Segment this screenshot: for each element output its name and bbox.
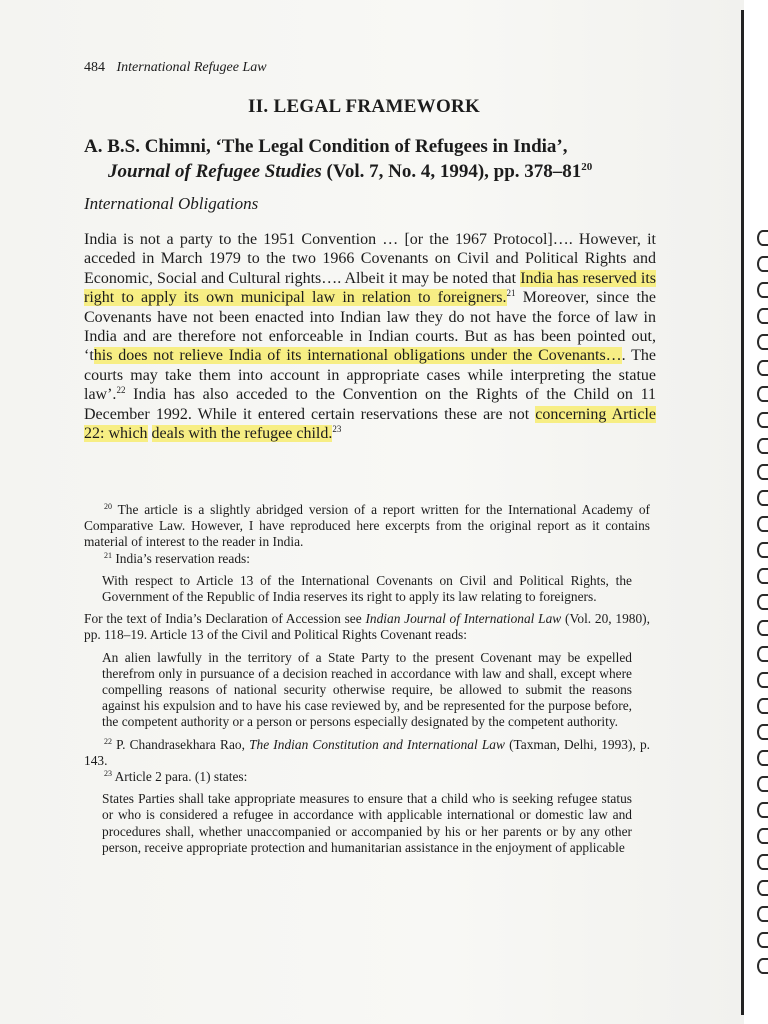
binding-ring bbox=[757, 646, 768, 662]
binding-ring bbox=[757, 256, 768, 272]
source-title-line2 bbox=[84, 159, 684, 184]
book-title: International Refugee Law bbox=[116, 60, 267, 75]
footnote-20 bbox=[84, 502, 650, 551]
body-text-1: India is not a party to the 1951 Convention … [or the 1967 Protocol]…. However, it acceded in March 1979 to the two 1966 Covenants on Civil and Political Rights and Economic, Social and Cultural rights…. Albeit it may be noted that bbox=[84, 231, 656, 287]
quote-article-2: States Parties shall take appropriate measures to ensure that a child who is seeking refugee status or who is considered a refugee in accordance with applicable international or domestic law and procedures shall, whether unaccompanied or accompanied by his or her parents or by any other person, receive appropriate protection and humanitarian assistance in the enjoyment of applicable bbox=[102, 791, 632, 855]
highlight-obligations: his does not relieve India of its international obligations under the Covenants… bbox=[93, 347, 622, 365]
footnote-ref-23: 23 bbox=[332, 424, 342, 435]
footnote-ref-22: 22 bbox=[116, 385, 126, 396]
footnote-22-pre: P. Chandrasekhara Rao, bbox=[112, 736, 250, 752]
footnote-num-20: 20 bbox=[104, 502, 112, 511]
journal-citation: Indian Journal of International Law bbox=[365, 611, 562, 627]
binding-ring bbox=[757, 386, 768, 402]
binding-ring bbox=[757, 282, 768, 298]
binding-ring bbox=[757, 542, 768, 558]
highlight-municipal-law: India has reserved its right to apply its own municipal law in relation to foreigners. bbox=[84, 269, 657, 307]
footnote-num-23: 23 bbox=[104, 769, 112, 779]
body-paragraph bbox=[84, 230, 656, 443]
binding-ring bbox=[757, 932, 768, 948]
page-number: 484 bbox=[84, 60, 105, 75]
footnote-num-22: 22 bbox=[104, 736, 112, 746]
body-text-4: India has also acceded to the Convention on the Rights of the Child on 11 December 1992. While it entered certain reservations these are not bbox=[84, 386, 656, 423]
binding-ring bbox=[757, 490, 768, 506]
binding-ring bbox=[757, 672, 768, 688]
journal-name: Journal of Refugee Studies bbox=[108, 161, 322, 182]
binding-ring bbox=[757, 880, 768, 896]
journal-details: (Vol. 7, No. 4, 1994), pp. 378–81 bbox=[321, 161, 582, 182]
footnote-21-text: India’s reservation reads: bbox=[112, 550, 250, 566]
binding-ring bbox=[757, 854, 768, 870]
footnote-21b-post: (Vol. 20, 1980), pp. 118–19. Article 13 of the Civil and Political Rights Covenant reads: bbox=[84, 611, 650, 643]
binding-ring bbox=[757, 360, 768, 376]
binding-ring bbox=[757, 724, 768, 740]
binding-ring bbox=[757, 568, 768, 584]
footnote-22-post: (Taxman, Delhi, 1993), p. 143. bbox=[84, 736, 650, 768]
binding-ring bbox=[757, 516, 768, 532]
footnote-num-21: 21 bbox=[104, 550, 112, 560]
binding-ring bbox=[757, 802, 768, 818]
footnote-ref-21: 21 bbox=[506, 288, 516, 299]
binding-ring bbox=[757, 412, 768, 428]
book-citation: The Indian Constitution and International Law bbox=[249, 736, 505, 752]
footnote-21-continued bbox=[84, 611, 650, 643]
binding-ring bbox=[757, 750, 768, 766]
binding-ring bbox=[757, 958, 768, 974]
binding-ring bbox=[757, 698, 768, 714]
highlight-refugee-child: deals with the refugee child. bbox=[151, 425, 333, 443]
subheading: International Obligations bbox=[84, 194, 259, 213]
body-text-2: Moreover, since the Covenants have not been enacted into Indian law they do not have the force of law in India and are therefore not enforceable in Indian courts. But as has been pointed out, ‘t bbox=[84, 289, 656, 365]
footnote-ref-20: 20 bbox=[581, 161, 593, 173]
binding-ring bbox=[757, 308, 768, 324]
binding-ring bbox=[757, 230, 768, 246]
footnote-20-text: The article is a slightly abridged version of a report written for the International Academy of Comparative Law. However, I have reproduced here excerpts from the original report as it contains material of interest to the reader in India. bbox=[84, 502, 650, 550]
binding-ring bbox=[757, 438, 768, 454]
source-title-line1: A. B.S. Chimni, ‘The Legal Condition of Refugees in India’, bbox=[84, 136, 568, 157]
footnote-21b-pre: For the text of India’s Declaration of Accession see bbox=[84, 611, 366, 627]
quote-article-13: An alien lawfully in the territory of a State Party to the present Covenant may be expelled therefrom only in pursuance of a decision reached in accordance with law and shall, except where compelling reasons of national security otherwise require, be allowed to submit the reasons against his expulsion and to have his case reviewed by, and be represented for the purpose before, the competent authority or a person or persons especially designated by the competent authority. bbox=[102, 649, 632, 730]
footnote-21 bbox=[84, 551, 650, 567]
footnote-22 bbox=[84, 737, 650, 769]
running-header bbox=[84, 60, 267, 76]
binding-ring bbox=[757, 334, 768, 350]
footnotes bbox=[84, 502, 650, 862]
binding-ring bbox=[757, 464, 768, 480]
footnote-23 bbox=[84, 769, 650, 785]
binding-ring bbox=[757, 594, 768, 610]
quote-india-reservation: With respect to Article 13 of the International Covenants on Civil and Political Rights, the Government of the Republic of India reserves its right to apply its law relating to foreigners. bbox=[102, 572, 632, 605]
binding-ring bbox=[757, 776, 768, 792]
highlight-article-22: concerning Article 22: which bbox=[84, 405, 657, 443]
binding-ring bbox=[757, 828, 768, 844]
binding-ring bbox=[757, 620, 768, 636]
body-text-3: . The courts may take them into account in appropriate cases while interpreting the statue law’. bbox=[84, 347, 656, 404]
source-title bbox=[84, 134, 684, 184]
footnote-23-text: Article 2 para. (1) states: bbox=[112, 769, 248, 785]
section-title: II. LEGAL FRAMEWORK bbox=[248, 96, 481, 117]
binding-ring bbox=[757, 906, 768, 922]
spiral-binding bbox=[744, 0, 768, 1024]
